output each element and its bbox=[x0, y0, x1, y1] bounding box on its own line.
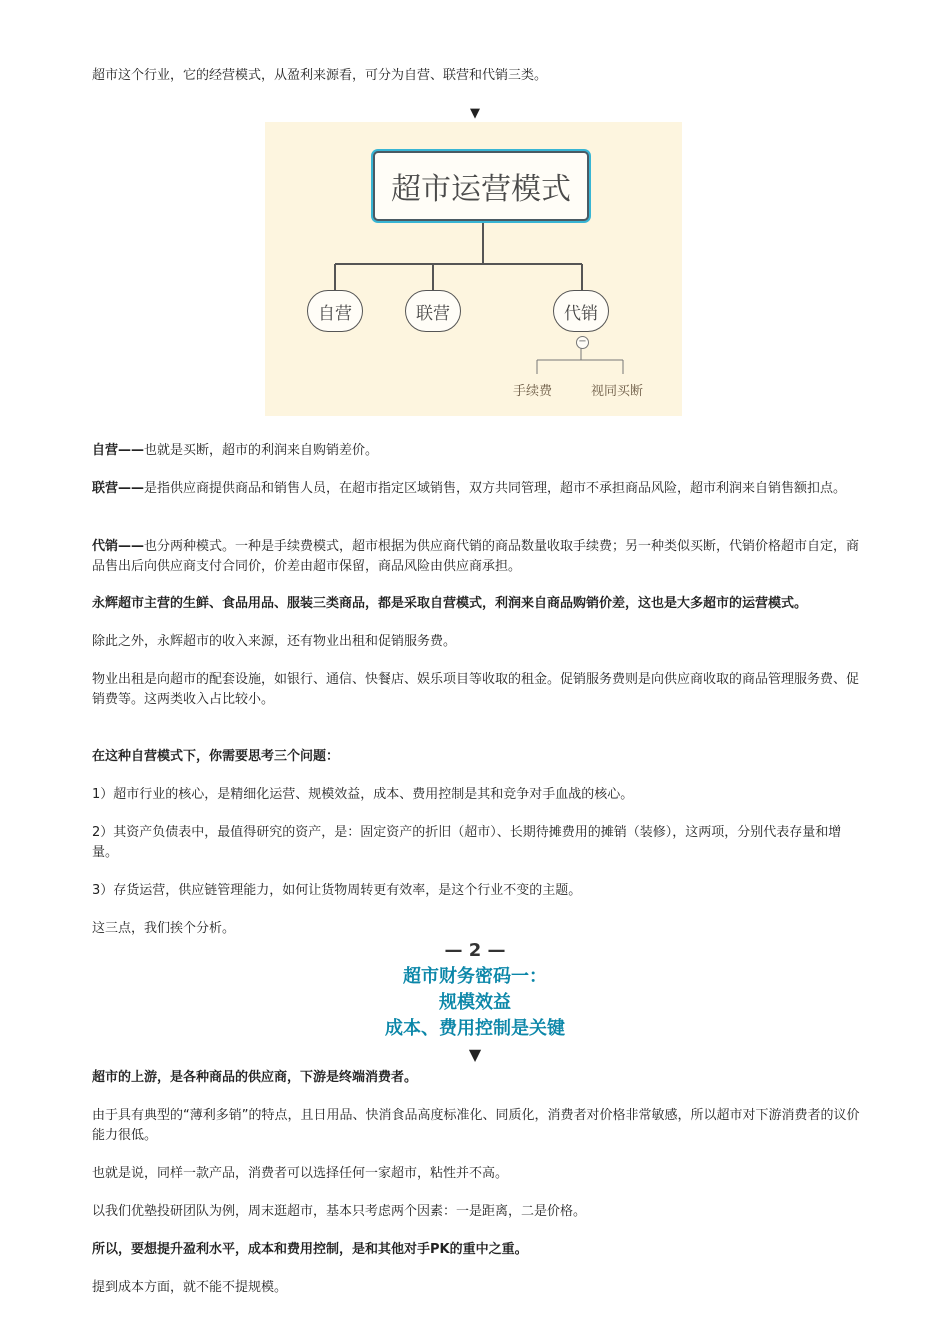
lianying-text: 是指供应商提供商品和销售人员，在超市指定区域销售，双方共同管理，超市不承担商品风险，超市利润来自销售额扣点。 bbox=[144, 481, 847, 496]
daixiao-label: 代销—— bbox=[92, 539, 145, 554]
pricing-paragraph: 由于具有典型的“薄利多销”的特点，且日用品、快消食品高度标准化、同质化，消费者对价格非常敏感，所以超市对下游消费者的议价能力很低。 bbox=[92, 1108, 860, 1143]
other-income-paragraph: 除此之外，永辉超市的收入来源，还有物业出租和促销服务费。 bbox=[92, 634, 457, 649]
lianying-label: 联营—— bbox=[92, 481, 145, 496]
ziying-label: 自营—— bbox=[92, 443, 145, 458]
node-lianying: 联营 bbox=[405, 290, 461, 332]
yonghui-paragraph: 永辉超市主营的生鲜、食品用品、服装三类商品，都是采取自营模式，利润来自商品购销价差，这也是大多超市的运营模式。 bbox=[92, 596, 808, 611]
question-3: 3）存货运营，供应链管理能力，如何让货物周转更有效率，是这个行业不变的主题。 bbox=[92, 883, 582, 898]
three-points-paragraph: 这三点，我们挨个分析。 bbox=[92, 921, 236, 936]
section-title-line2: 规模效益 bbox=[439, 992, 511, 1013]
node-daixiao: 代销 bbox=[553, 290, 609, 332]
ziying-text: 也就是买断，超市的利润来自购销差价。 bbox=[144, 443, 379, 458]
example-paragraph: 以我们优塾投研团队为例，周末逛超市，基本只考虑两个因素：一是距离，二是价格。 bbox=[92, 1204, 587, 1219]
conclusion-paragraph: 所以，要想提升盈利水平，成本和费用控制，是和其他对手PK的重中之重。 bbox=[92, 1242, 528, 1257]
question-2: 2）其资产负债表中，最值得研究的资产，是：固定资产的折旧（超市）、长期待摊费用的摊销（装修），这两项，分别代表存量和增量。 bbox=[92, 825, 842, 860]
scale-paragraph: 提到成本方面，就不能不提规模。 bbox=[92, 1280, 288, 1295]
loyalty-paragraph: 也就是说，同样一款产品，消费者可以选择任何一家超市，粘性并不高。 bbox=[92, 1166, 509, 1181]
lianying-paragraph bbox=[92, 479, 862, 499]
ziying-paragraph bbox=[92, 441, 862, 461]
leaf-fee: 手续费 bbox=[513, 384, 553, 399]
node-ziying: 自营 bbox=[307, 290, 363, 332]
mind-map-diagram bbox=[265, 122, 682, 416]
intro-paragraph: 超市这个行业，它的经营模式，从盈利来源看，可分为自营、联营和代销三类。 bbox=[92, 68, 548, 83]
rent-paragraph: 物业出租是向超市的配套设施，如银行、通信、快餐店、娱乐项目等收取的租金。促销服务费则是向供应商收取的商品管理服务费、促销费等。这两类收入占比较小。 bbox=[92, 672, 860, 707]
leaf-buyout: 视同买断 bbox=[591, 384, 644, 399]
question-1: 1）超市行业的核心，是精细化运营、规模效益，成本、费用控制是其和竞争对手血战的核心。 bbox=[92, 787, 634, 802]
down-arrow-icon: ▼ bbox=[470, 106, 480, 121]
section-title-line3: 成本、费用控制是关键 bbox=[385, 1018, 565, 1039]
questions-heading: 在这种自营模式下，你需要思考三个问题： bbox=[92, 749, 340, 764]
daixiao-text: 也分两种模式。一种是手续费模式，超市根据为供应商代销的商品数量收取手续费；另一种类似买断，代销价格超市自定，商品售出后向供应商支付合同价，价差由超市保留，商品风险由供应商承担。 bbox=[92, 539, 860, 574]
collapse-icon[interactable]: − bbox=[576, 336, 589, 349]
root-node: 超市运营模式 bbox=[373, 151, 589, 221]
upstream-paragraph: 超市的上游，是各种商品的供应商，下游是终端消费者。 bbox=[92, 1070, 418, 1085]
section-number: — 2 — bbox=[444, 940, 506, 961]
daixiao-paragraph bbox=[92, 537, 862, 577]
section-arrow-icon: ▼ bbox=[468, 1045, 482, 1064]
section-title-line1: 超市财务密码一： bbox=[403, 966, 547, 987]
